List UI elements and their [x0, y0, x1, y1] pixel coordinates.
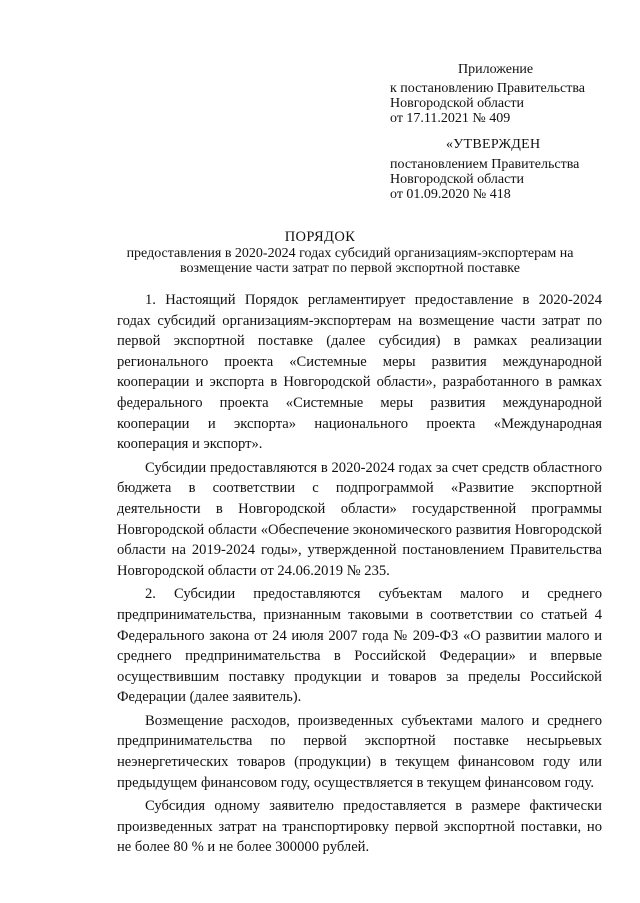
approved-line: Новгородской области [390, 172, 524, 187]
paragraph: 1. Настоящий Порядок регламентирует предоставление в 2020-2024 годах субсидий организациям-экспортерам на возмещение части затрат по первой экспортной поставке (далее субсидия) в рамках реализации регионального проекта «Системные меры развития международной кооперации и экспорта в Новгородской области», разработанного в рамках федерального проекта «Системные меры развития международной кооперации и экспорта» национального проекта «Международная кооперация и экспорт». [117, 292, 602, 453]
approved-line: от 01.09.2020 № 418 [390, 187, 511, 202]
appendix-line: к постановлению Правительства [390, 81, 586, 96]
paragraph: Субсидии предоставляются в 2020-2024 годах за счет средств областного бюджета в соответствии с подпрограммой «Развитие экспортной деятельности в Новгородской области» государственной программы Новгородской области «Обеспечение экономического развития Новгородской области на 2019-2024 годы», утвержденной постановлением Правительства Новгородской области от 24.06.2019 № 235. [117, 459, 602, 579]
appendix-title: Приложение [458, 62, 534, 77]
approved-block [390, 137, 630, 202]
document-body [117, 290, 602, 861]
approved-line: постановлением Правительства [390, 157, 580, 172]
paragraph: Возмещение расходов, произведенных субъектами малого и среднего предпринимательства по первой экспортной поставке несырьевых неэнергетических товаров (продукции) в текущем финансовом году или предыдущем финансовом году, осуществляется в текущем финансовом году. [117, 712, 602, 791]
document-subtitle: предоставления в 2020-2024 годах субсидий организациям-экспортерам на возмещение части затрат по первой экспортной поставке [126, 246, 574, 276]
document-title: ПОРЯДОК [284, 229, 356, 245]
appendix-block [390, 62, 630, 126]
approved-title: «УТВЕРЖДЕН [446, 137, 541, 152]
paragraph: Субсидия одному заявителю предоставляется в размере фактически произведенных затрат на транспортировку первой экспортной поставки, но не более 80 % и не более 300000 рублей. [117, 798, 602, 856]
appendix-line: от 17.11.2021 № 409 [390, 111, 511, 126]
paragraph: 2. Субсидии предоставляются субъектам малого и среднего предпринимательства, признанным таковыми в соответствии со статьей 4 Федерального закона от 24 июля 2007 года № 209-ФЗ «О развитии малого и среднего предпринимательства в Российской Федерации» и впервые осуществившим поставку продукции и товаров за пределы Российской Федерации (далее заявитель). [117, 586, 602, 706]
appendix-line: Новгородской области [390, 96, 524, 111]
